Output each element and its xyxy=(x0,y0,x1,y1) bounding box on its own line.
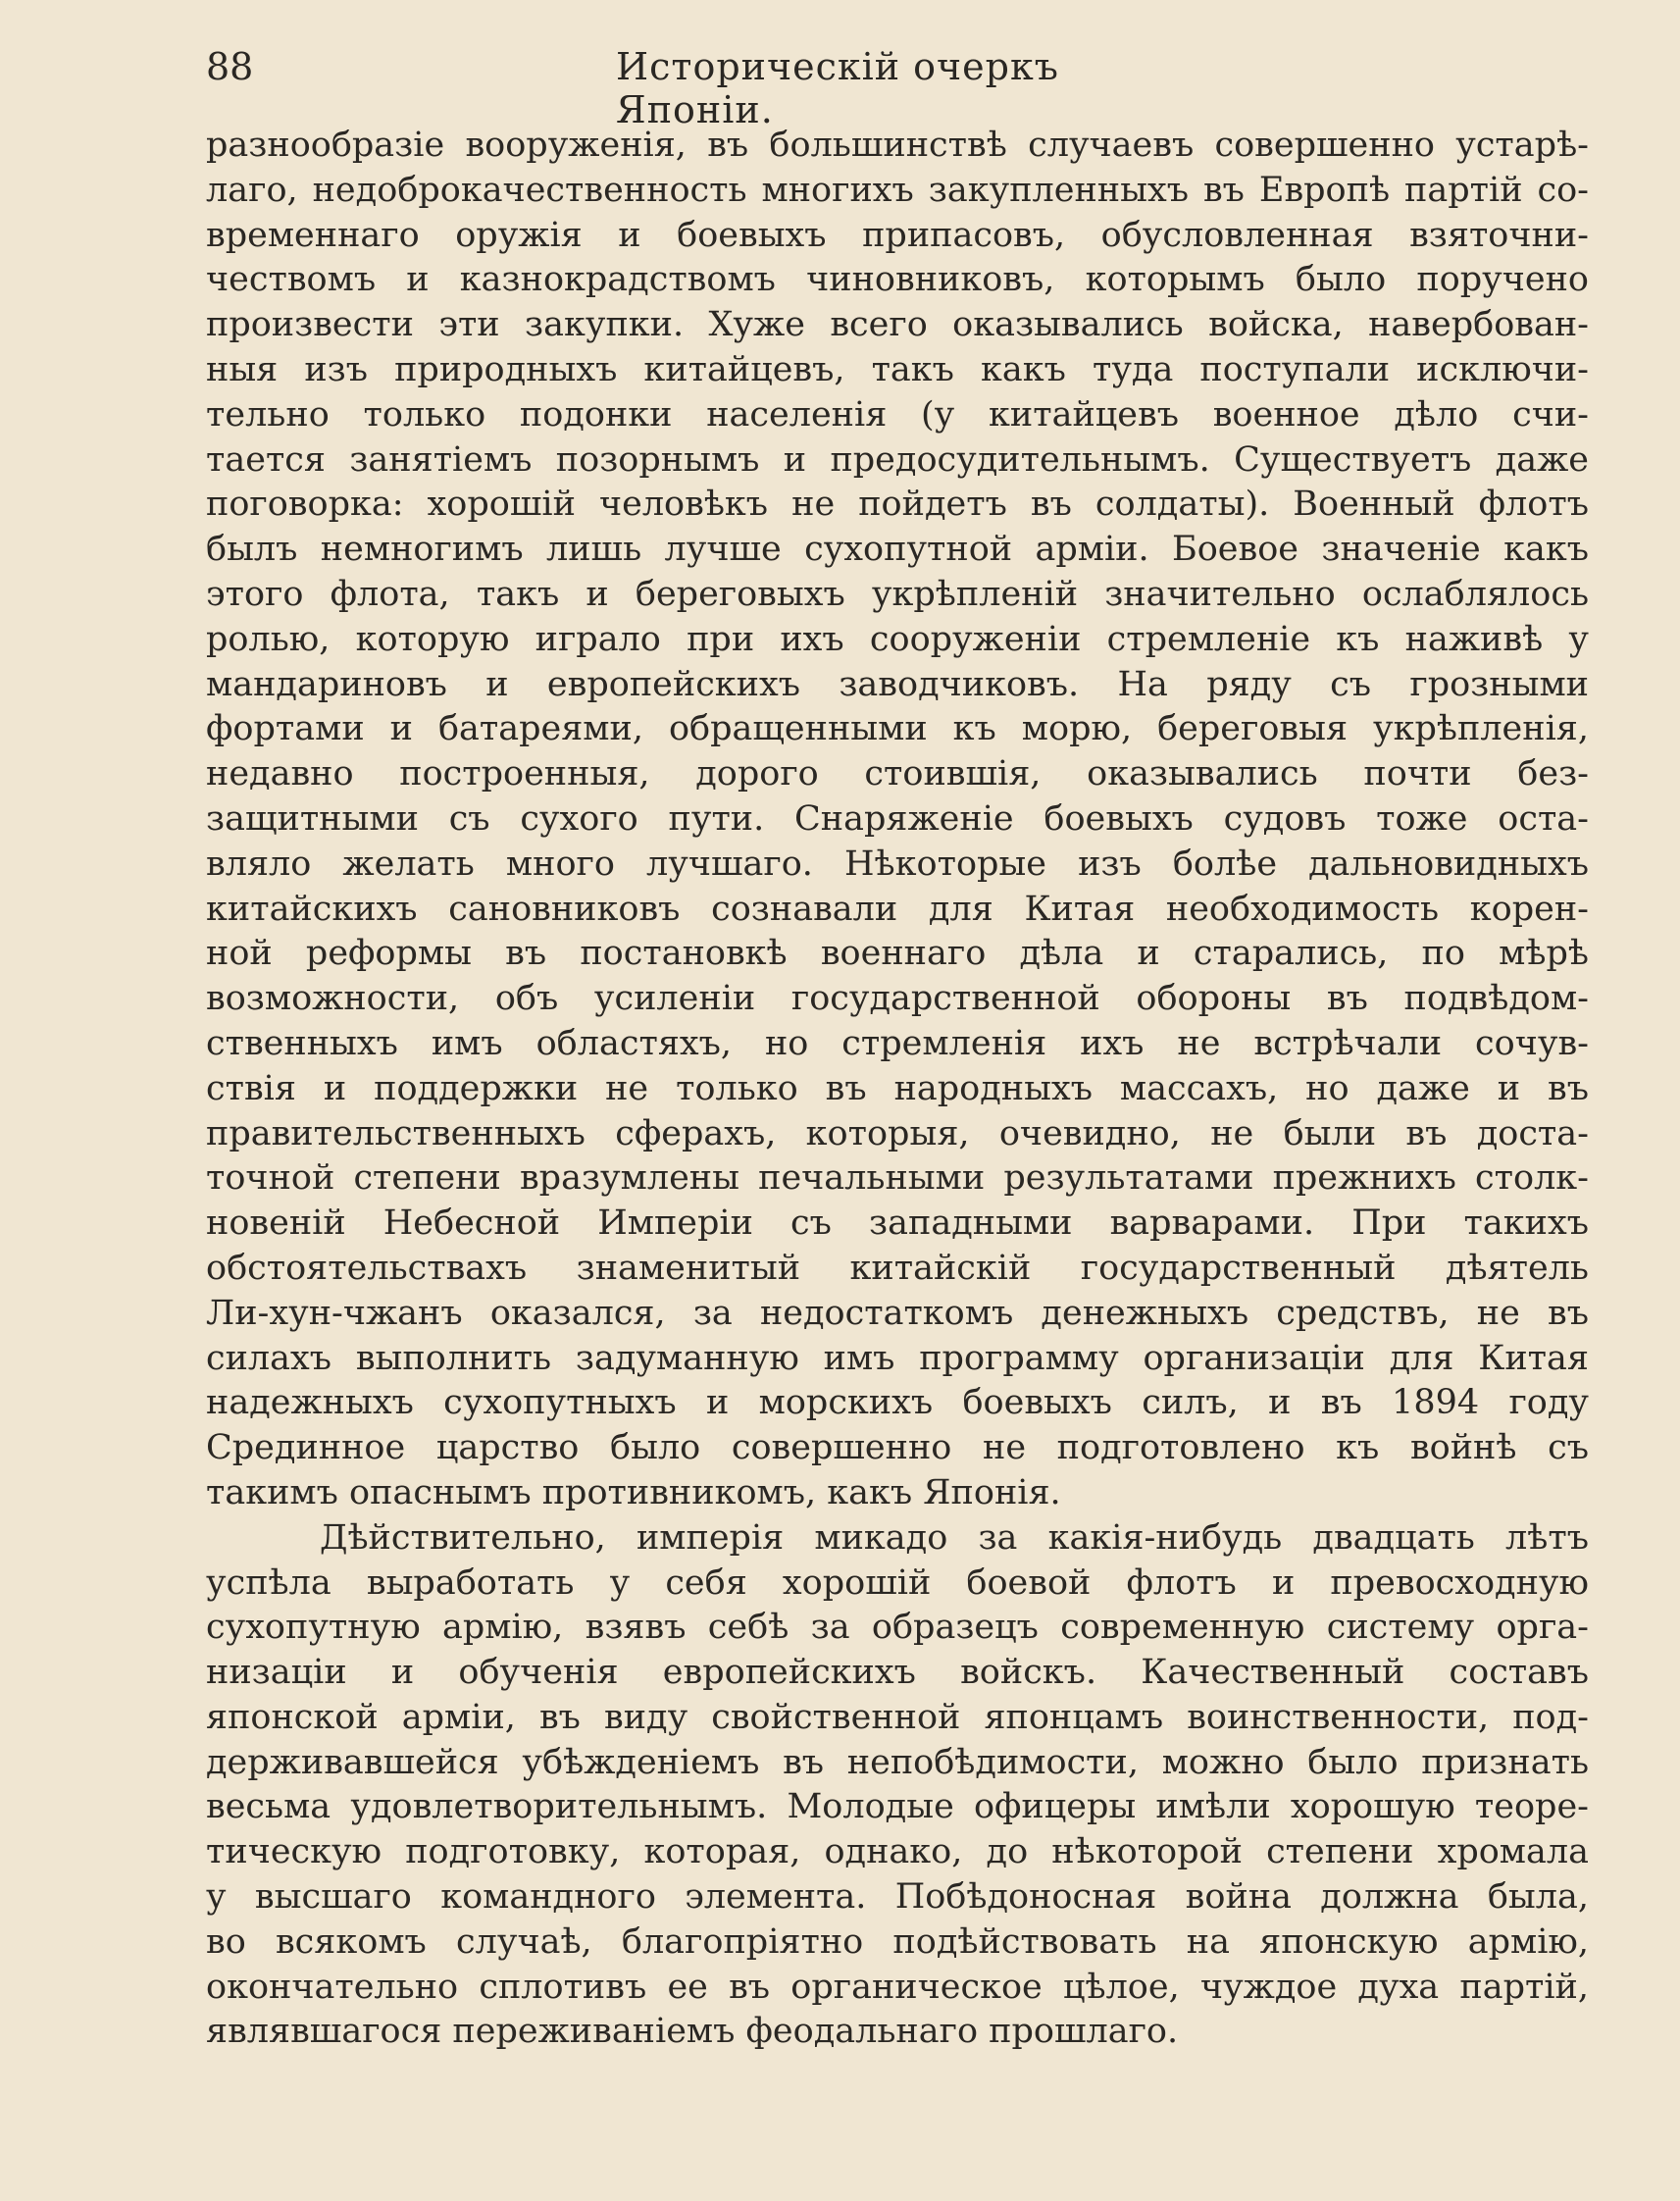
paragraph-2 xyxy=(206,1516,1589,2056)
text-line: китайскихъ сановниковъ сознавали для Китая необходимость корен- xyxy=(206,889,1589,929)
text-line: тическую подготовку, которая, однако, до нѣкоторой степени хромала xyxy=(206,1832,1589,1872)
text-line: тельно только подонки населенія (у китайцевъ военное дѣло счи- xyxy=(206,394,1589,435)
text-line: весьма удовлетворительнымъ. Молодые офицеры имѣли хорошую теоре- xyxy=(206,1787,1589,1827)
text-line: окончательно сплотивъ ее въ органическое цѣлое, чуждое духа партій, xyxy=(206,1967,1589,2007)
paragraph-1 xyxy=(206,124,1589,1516)
text-line: ныя изъ природныхъ китайцевъ, такъ какъ туда поступали исключи- xyxy=(206,349,1589,389)
text-line: чествомъ и казнокрадствомъ чиновниковъ, которымъ было поручено xyxy=(206,260,1589,300)
body-text xyxy=(206,124,1589,2055)
text-line: ствія и поддержки не только въ народныхъ массахъ, но даже и въ xyxy=(206,1068,1589,1108)
text-line: ролью, которую играло при ихъ сооруженіи стремленіе къ наживѣ у xyxy=(206,619,1589,659)
text-line: фортами и батареями, обращенными къ морю, береговыя укрѣпленія, xyxy=(206,709,1589,749)
text-line: лаго, недоброкачественность многихъ закупленныхъ въ Европѣ партій со- xyxy=(206,170,1589,210)
text-line: надежныхъ сухопутныхъ и морскихъ боевыхъ силъ, и въ 1894 году xyxy=(206,1383,1589,1423)
text-line: успѣла выработать у себя хорошій боевой флотъ и превосходную xyxy=(206,1562,1589,1603)
text-line: защитными съ сухого пути. Снаряженіе боевыхъ судовъ тоже оста- xyxy=(206,798,1589,839)
text-line: новеній Небесной Имперіи съ западными варварами. При такихъ xyxy=(206,1203,1589,1244)
text-line: обстоятельствахъ знаменитый китайскій государственный дѣятель xyxy=(206,1248,1589,1288)
page-number: 88 xyxy=(206,45,254,88)
text-line: временнаго оружія и боевыхъ припасовъ, обусловленная взяточни- xyxy=(206,215,1589,255)
text-line: возможности, объ усиленіи государственной обороны въ подвѣдом- xyxy=(206,979,1589,1019)
text-line: Ли-хун-чжанъ оказался, за недостаткомъ денежныхъ средствъ, не въ xyxy=(206,1293,1589,1333)
running-title: Историческій очеркъ Японіи. xyxy=(616,45,1059,131)
text-line: сухопутную армію, взявъ себѣ за образецъ современную систему орга- xyxy=(206,1608,1589,1648)
text-line: во всякомъ случаѣ, благопріятно подѣйствовать на японскую армію, xyxy=(206,1921,1589,1962)
text-line: силахъ выполнить задуманную имъ программу организаціи для Китая xyxy=(206,1338,1589,1378)
text-line: у высшаго командного элемента. Побѣдоносная война должна была, xyxy=(206,1877,1589,1918)
text-line: правительственныхъ сферахъ, которыя, очевидно, не были въ доста- xyxy=(206,1113,1589,1153)
text-line: разнообразіе вооруженія, въ большинствѣ случаевъ совершенно устарѣ- xyxy=(206,126,1589,165)
text-line: Срединное царство было совершенно не подготовлено къ войнѣ съ xyxy=(206,1428,1589,1468)
text-line: являвшагося переживаніемъ феодальнаго прошлаго. xyxy=(206,2012,1179,2052)
text-line: держивавшейся убѣжденіемъ въ непобѣдимости, можно было признать xyxy=(206,1742,1589,1782)
text-line: ственныхъ имъ областяхъ, но стремленія ихъ не встрѣчали сочув- xyxy=(206,1023,1589,1063)
text-line: такимъ опаснымъ противникомъ, какъ Японія. xyxy=(206,1472,1061,1512)
text-line: точной степени вразумлены печальными результатами прежнихъ столк- xyxy=(206,1158,1589,1199)
page-header xyxy=(206,37,1196,131)
text-line: вляло желать много лучшаго. Нѣкоторые изъ болѣе дальновидныхъ xyxy=(206,844,1589,884)
text-line: былъ немногимъ лишь лучше сухопутной арміи. Боевое значеніе какъ xyxy=(206,530,1589,570)
text-line: недавно построенныя, дорого стоившія, оказывались почти без- xyxy=(206,754,1589,794)
text-line: японской арміи, въ виду свойственной японцамъ воинственности, под- xyxy=(206,1697,1589,1737)
text-line: этого флота, такъ и береговыхъ укрѣпленій значительно ослаблялось xyxy=(206,574,1589,614)
text-line: низаціи и обученія европейскихъ войскъ. Качественный составъ xyxy=(206,1653,1589,1693)
text-line: поговорка: хорошій человѣкъ не пойдетъ въ солдаты). Военный флотъ xyxy=(206,485,1589,525)
text-line: мандариновъ и европейскихъ заводчиковъ. На ряду съ грозными xyxy=(206,664,1589,704)
text-line: тается занятіемъ позорнымъ и предосудительнымъ. Существуетъ даже xyxy=(206,439,1589,480)
text-line: произвести эти закупки. Хуже всего оказывались войска, навербован- xyxy=(206,305,1589,345)
text-line: Дѣйствительно, имперія микадо за какія-нибудь двадцать лѣтъ xyxy=(320,1517,1589,1558)
text-line: ной реформы въ постановкѣ военнаго дѣла и старались, по мѣрѣ xyxy=(206,934,1589,974)
